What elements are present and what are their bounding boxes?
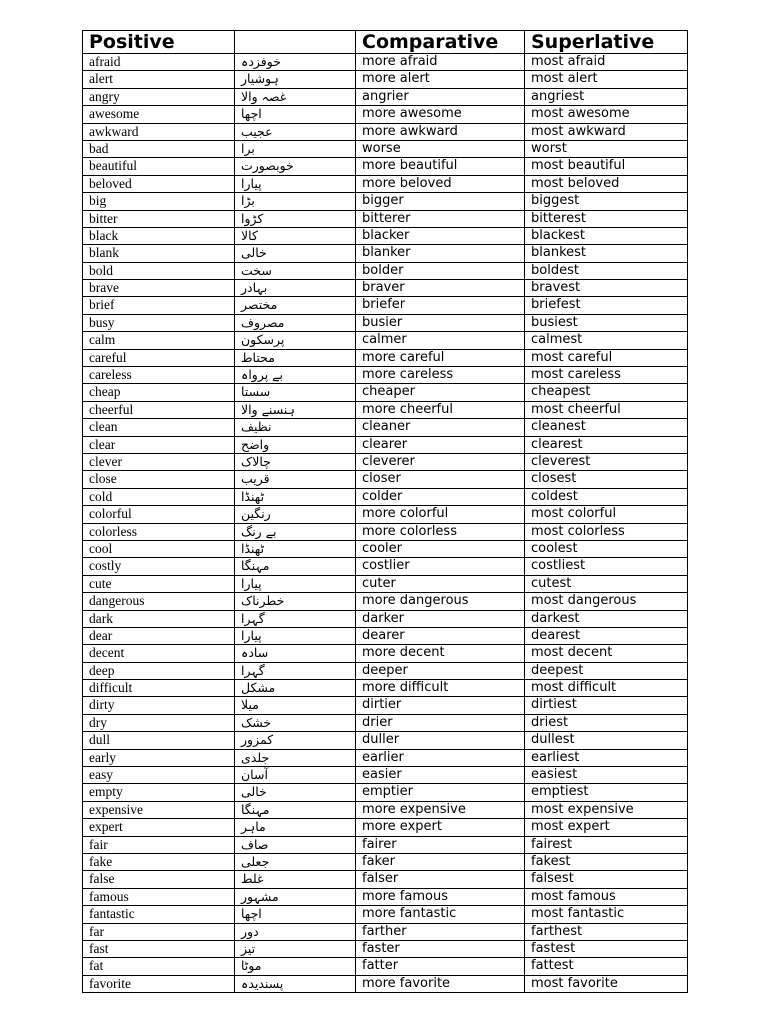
cell-comparative: dirtier xyxy=(356,697,525,714)
cell-superlative: costliest xyxy=(525,558,688,575)
cell-superlative: most expert xyxy=(525,819,688,836)
cell-superlative: driest xyxy=(525,714,688,731)
cell-urdu-meaning: رنگین xyxy=(235,506,356,523)
cell-comparative: blacker xyxy=(356,227,525,244)
cell-urdu-meaning: تیز xyxy=(235,940,356,957)
cell-urdu-meaning: مشہور xyxy=(235,888,356,905)
cell-comparative: closer xyxy=(356,471,525,488)
cell-urdu-meaning: پیارا xyxy=(235,175,356,192)
cell-positive: empty xyxy=(83,784,235,801)
cell-urdu-meaning: دور xyxy=(235,923,356,940)
cell-urdu-meaning: قریب xyxy=(235,471,356,488)
table-row xyxy=(83,193,688,210)
table-row xyxy=(83,453,688,470)
cell-comparative: blanker xyxy=(356,245,525,262)
cell-comparative: more afraid xyxy=(356,54,525,71)
table-row xyxy=(83,158,688,175)
cell-urdu-meaning: خالی xyxy=(235,784,356,801)
cell-comparative: braver xyxy=(356,280,525,297)
table-row xyxy=(83,488,688,505)
cell-urdu-meaning: گہرا xyxy=(235,610,356,627)
cell-superlative: boldest xyxy=(525,262,688,279)
cell-positive: easy xyxy=(83,767,235,784)
table-row xyxy=(83,575,688,592)
cell-positive: close xyxy=(83,471,235,488)
cell-superlative: most decent xyxy=(525,645,688,662)
cell-superlative: most beautiful xyxy=(525,158,688,175)
cell-comparative: more careful xyxy=(356,349,525,366)
cell-superlative: dirtiest xyxy=(525,697,688,714)
cell-urdu-meaning: مشکل xyxy=(235,680,356,697)
cell-urdu-meaning: خوبصورت xyxy=(235,158,356,175)
cell-comparative: faster xyxy=(356,940,525,957)
table-row xyxy=(83,71,688,88)
cell-urdu-meaning: بے پرواہ xyxy=(235,367,356,384)
header-superlative: Superlative xyxy=(525,31,688,54)
cell-superlative: most difficult xyxy=(525,680,688,697)
table-row xyxy=(83,88,688,105)
table-row xyxy=(83,906,688,923)
table-row xyxy=(83,367,688,384)
cell-comparative: fairer xyxy=(356,836,525,853)
cell-superlative: darkest xyxy=(525,610,688,627)
cell-positive: cheerful xyxy=(83,401,235,418)
cell-positive: far xyxy=(83,923,235,940)
cell-superlative: blackest xyxy=(525,227,688,244)
table-row xyxy=(83,123,688,140)
cell-comparative: bitterer xyxy=(356,210,525,227)
cell-superlative: busiest xyxy=(525,314,688,331)
header-comparative: Comparative xyxy=(356,31,525,54)
cell-comparative: cooler xyxy=(356,540,525,557)
cell-superlative: most dangerous xyxy=(525,593,688,610)
cell-positive: bad xyxy=(83,140,235,157)
cell-urdu-meaning: پیارا xyxy=(235,627,356,644)
table-row xyxy=(83,297,688,314)
cell-superlative: coldest xyxy=(525,488,688,505)
cell-urdu-meaning: خطرناک xyxy=(235,593,356,610)
header-urdu xyxy=(235,31,356,54)
cell-urdu-meaning: پیارا xyxy=(235,575,356,592)
cell-comparative: falser xyxy=(356,871,525,888)
cell-urdu-meaning: ماہر xyxy=(235,819,356,836)
cell-superlative: most careless xyxy=(525,367,688,384)
cell-positive: dirty xyxy=(83,697,235,714)
cell-urdu-meaning: ہنسنے والا xyxy=(235,401,356,418)
cell-comparative: fatter xyxy=(356,958,525,975)
table-row xyxy=(83,680,688,697)
cell-positive: afraid xyxy=(83,54,235,71)
table-row xyxy=(83,645,688,662)
cell-positive: dull xyxy=(83,732,235,749)
cell-superlative: falsest xyxy=(525,871,688,888)
table-row xyxy=(83,210,688,227)
cell-urdu-meaning: ٹھنڈا xyxy=(235,488,356,505)
cell-positive: awesome xyxy=(83,106,235,123)
table-row xyxy=(83,871,688,888)
cell-superlative: most favorite xyxy=(525,975,688,992)
table-row xyxy=(83,471,688,488)
cell-superlative: angriest xyxy=(525,88,688,105)
table-row xyxy=(83,106,688,123)
cell-positive: cheap xyxy=(83,384,235,401)
cell-comparative: more awkward xyxy=(356,123,525,140)
cell-urdu-meaning: اچھا xyxy=(235,906,356,923)
cell-positive: awkward xyxy=(83,123,235,140)
cell-urdu-meaning: مہنگا xyxy=(235,558,356,575)
cell-comparative: more expensive xyxy=(356,801,525,818)
cell-positive: fair xyxy=(83,836,235,853)
cell-positive: blank xyxy=(83,245,235,262)
cell-superlative: fattest xyxy=(525,958,688,975)
cell-positive: careless xyxy=(83,367,235,384)
table-row xyxy=(83,227,688,244)
table-row xyxy=(83,819,688,836)
cell-positive: expert xyxy=(83,819,235,836)
cell-urdu-meaning: پسندیدہ xyxy=(235,975,356,992)
cell-comparative: more famous xyxy=(356,888,525,905)
table-row xyxy=(83,888,688,905)
cell-superlative: cheapest xyxy=(525,384,688,401)
table-row xyxy=(83,262,688,279)
table-row xyxy=(83,749,688,766)
cell-positive: dark xyxy=(83,610,235,627)
cell-positive: fantastic xyxy=(83,906,235,923)
cell-comparative: faker xyxy=(356,853,525,870)
cell-urdu-meaning: ہوشیار xyxy=(235,71,356,88)
table-row xyxy=(83,767,688,784)
table-row xyxy=(83,54,688,71)
table-row xyxy=(83,523,688,540)
adjective-comparison-table xyxy=(82,30,688,993)
cell-comparative: more cheerful xyxy=(356,401,525,418)
cell-positive: busy xyxy=(83,314,235,331)
cell-positive: decent xyxy=(83,645,235,662)
cell-positive: bitter xyxy=(83,210,235,227)
cell-urdu-meaning: مصروف xyxy=(235,314,356,331)
cell-superlative: worst xyxy=(525,140,688,157)
table-row xyxy=(83,593,688,610)
cell-superlative: dullest xyxy=(525,732,688,749)
cell-superlative: earliest xyxy=(525,749,688,766)
cell-comparative: bigger xyxy=(356,193,525,210)
cell-positive: difficult xyxy=(83,680,235,697)
cell-superlative: dearest xyxy=(525,627,688,644)
cell-urdu-meaning: بے رنگ xyxy=(235,523,356,540)
cell-urdu-meaning: عجیب xyxy=(235,123,356,140)
cell-superlative: most afraid xyxy=(525,54,688,71)
table-row xyxy=(83,314,688,331)
cell-comparative: easier xyxy=(356,767,525,784)
cell-superlative: fastest xyxy=(525,940,688,957)
cell-superlative: fakest xyxy=(525,853,688,870)
cell-positive: fat xyxy=(83,958,235,975)
cell-positive: cute xyxy=(83,575,235,592)
table-row xyxy=(83,175,688,192)
cell-comparative: farther xyxy=(356,923,525,940)
cell-comparative: drier xyxy=(356,714,525,731)
cell-comparative: bolder xyxy=(356,262,525,279)
cell-superlative: deepest xyxy=(525,662,688,679)
cell-superlative: most beloved xyxy=(525,175,688,192)
cell-positive: favorite xyxy=(83,975,235,992)
table-row xyxy=(83,662,688,679)
table-row xyxy=(83,714,688,731)
cell-comparative: cuter xyxy=(356,575,525,592)
cell-urdu-meaning: خالی xyxy=(235,245,356,262)
table-row xyxy=(83,280,688,297)
table-row xyxy=(83,923,688,940)
cell-urdu-meaning: نظیف xyxy=(235,419,356,436)
table-row xyxy=(83,836,688,853)
cell-superlative: most colorful xyxy=(525,506,688,523)
cell-positive: fast xyxy=(83,940,235,957)
cell-comparative: more awesome xyxy=(356,106,525,123)
cell-urdu-meaning: آسان xyxy=(235,767,356,784)
cell-urdu-meaning: واضح xyxy=(235,436,356,453)
cell-superlative: most colorless xyxy=(525,523,688,540)
cell-comparative: more beloved xyxy=(356,175,525,192)
table-row xyxy=(83,853,688,870)
cell-urdu-meaning: چالاک xyxy=(235,453,356,470)
cell-urdu-meaning: مختصر xyxy=(235,297,356,314)
cell-urdu-meaning: کالا xyxy=(235,227,356,244)
cell-superlative: most alert xyxy=(525,71,688,88)
cell-superlative: most awesome xyxy=(525,106,688,123)
cell-comparative: more colorful xyxy=(356,506,525,523)
cell-comparative: cleaner xyxy=(356,419,525,436)
table-row xyxy=(83,540,688,557)
cell-comparative: busier xyxy=(356,314,525,331)
table-row xyxy=(83,384,688,401)
cell-comparative: more colorless xyxy=(356,523,525,540)
cell-positive: false xyxy=(83,871,235,888)
cell-comparative: colder xyxy=(356,488,525,505)
cell-superlative: most cheerful xyxy=(525,401,688,418)
cell-positive: black xyxy=(83,227,235,244)
cell-positive: brave xyxy=(83,280,235,297)
cell-superlative: most expensive xyxy=(525,801,688,818)
cell-superlative: most careful xyxy=(525,349,688,366)
table-row xyxy=(83,140,688,157)
table-row xyxy=(83,419,688,436)
cell-superlative: clearest xyxy=(525,436,688,453)
cell-positive: early xyxy=(83,749,235,766)
cell-positive: colorful xyxy=(83,506,235,523)
cell-comparative: costlier xyxy=(356,558,525,575)
cell-superlative: fairest xyxy=(525,836,688,853)
cell-positive: expensive xyxy=(83,801,235,818)
header-row xyxy=(83,31,688,54)
cell-positive: angry xyxy=(83,88,235,105)
cell-urdu-meaning: میلا xyxy=(235,697,356,714)
cell-superlative: cutest xyxy=(525,575,688,592)
cell-comparative: emptier xyxy=(356,784,525,801)
table-row xyxy=(83,349,688,366)
cell-urdu-meaning: خشک xyxy=(235,714,356,731)
table-row xyxy=(83,558,688,575)
cell-urdu-meaning: جلدی xyxy=(235,749,356,766)
cell-superlative: blankest xyxy=(525,245,688,262)
cell-comparative: duller xyxy=(356,732,525,749)
table-row xyxy=(83,627,688,644)
cell-comparative: more careless xyxy=(356,367,525,384)
cell-urdu-meaning: غلط xyxy=(235,871,356,888)
cell-urdu-meaning: صاف xyxy=(235,836,356,853)
table-row xyxy=(83,697,688,714)
cell-urdu-meaning: سستا xyxy=(235,384,356,401)
cell-urdu-meaning: غصہ والا xyxy=(235,88,356,105)
cell-positive: dangerous xyxy=(83,593,235,610)
cell-positive: beloved xyxy=(83,175,235,192)
cell-superlative: briefest xyxy=(525,297,688,314)
cell-positive: dear xyxy=(83,627,235,644)
cell-positive: beautiful xyxy=(83,158,235,175)
cell-comparative: cheaper xyxy=(356,384,525,401)
cell-comparative: more alert xyxy=(356,71,525,88)
table-row xyxy=(83,610,688,627)
cell-positive: costly xyxy=(83,558,235,575)
cell-positive: clean xyxy=(83,419,235,436)
cell-positive: fake xyxy=(83,853,235,870)
cell-superlative: most famous xyxy=(525,888,688,905)
cell-comparative: more favorite xyxy=(356,975,525,992)
cell-urdu-meaning: خوفزدہ xyxy=(235,54,356,71)
cell-urdu-meaning: برا xyxy=(235,140,356,157)
cell-superlative: cleanest xyxy=(525,419,688,436)
cell-superlative: coolest xyxy=(525,540,688,557)
header-positive: Positive xyxy=(83,31,235,54)
cell-superlative: bravest xyxy=(525,280,688,297)
cell-positive: bold xyxy=(83,262,235,279)
cell-comparative: more beautiful xyxy=(356,158,525,175)
cell-comparative: briefer xyxy=(356,297,525,314)
cell-comparative: more dangerous xyxy=(356,593,525,610)
cell-superlative: biggest xyxy=(525,193,688,210)
cell-urdu-meaning: موٹا xyxy=(235,958,356,975)
cell-comparative: cleverer xyxy=(356,453,525,470)
cell-comparative: more fantastic xyxy=(356,906,525,923)
cell-comparative: more expert xyxy=(356,819,525,836)
cell-positive: clear xyxy=(83,436,235,453)
cell-positive: cold xyxy=(83,488,235,505)
cell-superlative: emptiest xyxy=(525,784,688,801)
cell-superlative: most fantastic xyxy=(525,906,688,923)
cell-urdu-meaning: بہادر xyxy=(235,280,356,297)
table-row xyxy=(83,245,688,262)
cell-urdu-meaning: محتاط xyxy=(235,349,356,366)
cell-comparative: darker xyxy=(356,610,525,627)
cell-superlative: most awkward xyxy=(525,123,688,140)
cell-comparative: deeper xyxy=(356,662,525,679)
cell-positive: calm xyxy=(83,332,235,349)
table-row xyxy=(83,436,688,453)
cell-urdu-meaning: سخت xyxy=(235,262,356,279)
cell-urdu-meaning: کمزور xyxy=(235,732,356,749)
cell-urdu-meaning: سادہ xyxy=(235,645,356,662)
cell-urdu-meaning: ٹھنڈا xyxy=(235,540,356,557)
cell-superlative: closest xyxy=(525,471,688,488)
cell-positive: famous xyxy=(83,888,235,905)
table-row xyxy=(83,332,688,349)
cell-positive: alert xyxy=(83,71,235,88)
cell-urdu-meaning: اچھا xyxy=(235,106,356,123)
cell-comparative: clearer xyxy=(356,436,525,453)
cell-urdu-meaning: مہنگا xyxy=(235,801,356,818)
cell-superlative: bitterest xyxy=(525,210,688,227)
cell-positive: clever xyxy=(83,453,235,470)
cell-comparative: more difficult xyxy=(356,680,525,697)
cell-positive: careful xyxy=(83,349,235,366)
table-row xyxy=(83,401,688,418)
table-row xyxy=(83,801,688,818)
table-row xyxy=(83,732,688,749)
cell-comparative: calmer xyxy=(356,332,525,349)
table-row xyxy=(83,975,688,992)
cell-positive: cool xyxy=(83,540,235,557)
table-row xyxy=(83,784,688,801)
table-row xyxy=(83,940,688,957)
cell-comparative: angrier xyxy=(356,88,525,105)
cell-positive: big xyxy=(83,193,235,210)
cell-positive: deep xyxy=(83,662,235,679)
table-row xyxy=(83,506,688,523)
cell-superlative: farthest xyxy=(525,923,688,940)
cell-comparative: more decent xyxy=(356,645,525,662)
cell-superlative: calmest xyxy=(525,332,688,349)
cell-comparative: dearer xyxy=(356,627,525,644)
cell-comparative: earlier xyxy=(356,749,525,766)
cell-urdu-meaning: کڑوا xyxy=(235,210,356,227)
cell-urdu-meaning: جعلی xyxy=(235,853,356,870)
cell-positive: colorless xyxy=(83,523,235,540)
cell-superlative: cleverest xyxy=(525,453,688,470)
cell-urdu-meaning: پرسکون xyxy=(235,332,356,349)
cell-urdu-meaning: گہرا xyxy=(235,662,356,679)
cell-superlative: easiest xyxy=(525,767,688,784)
cell-positive: brief xyxy=(83,297,235,314)
table-row xyxy=(83,958,688,975)
cell-urdu-meaning: بڑا xyxy=(235,193,356,210)
cell-comparative: worse xyxy=(356,140,525,157)
cell-positive: dry xyxy=(83,714,235,731)
